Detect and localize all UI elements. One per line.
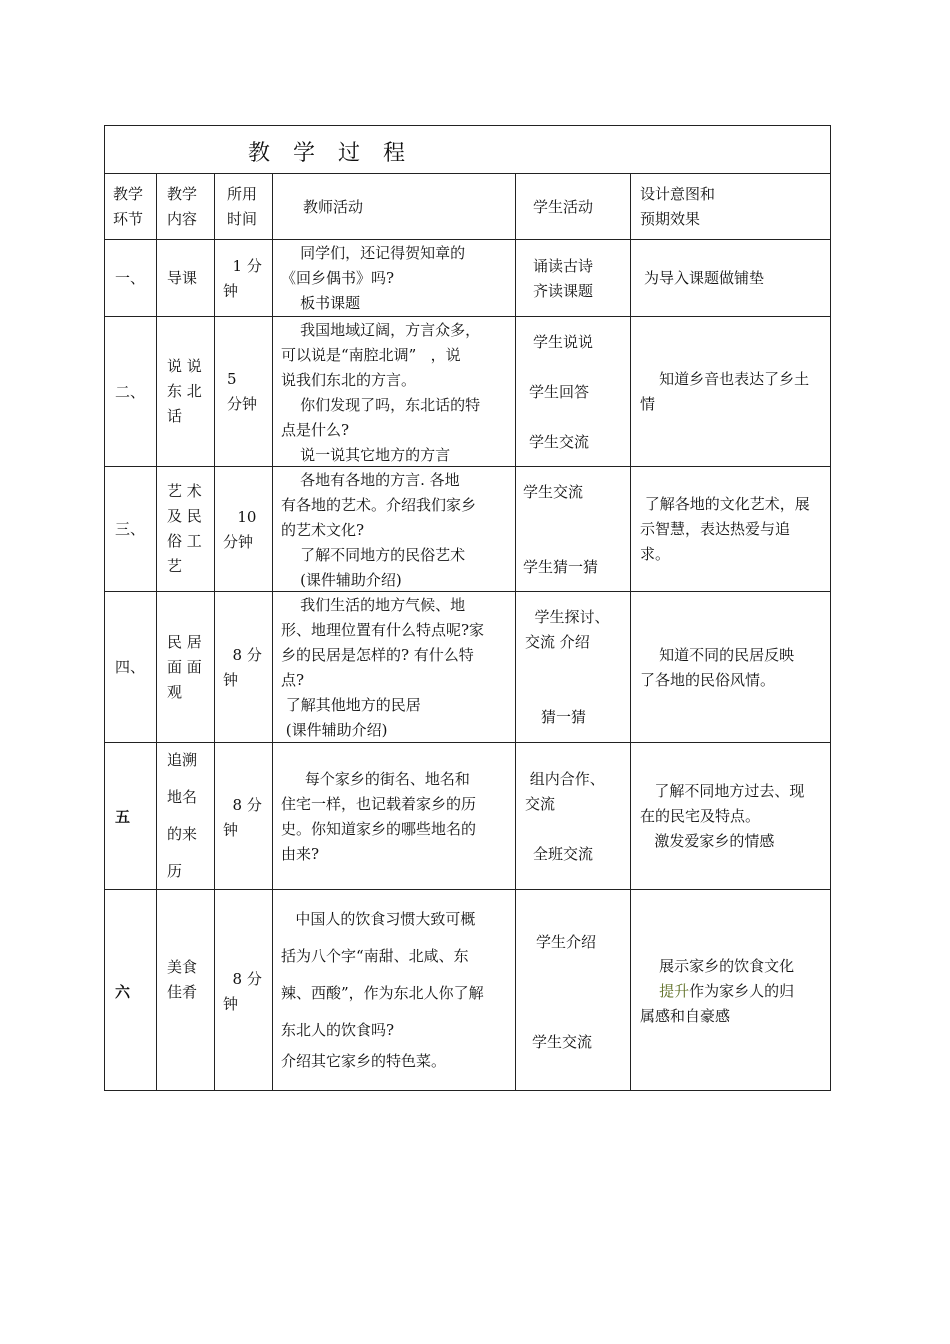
cell-line: 东北人的饮食吗? [281, 1021, 395, 1039]
row2-time [227, 367, 257, 417]
highlight-text: 提升 [659, 982, 690, 1000]
cell-line: 的来 [167, 825, 198, 843]
row3-content [167, 479, 202, 579]
row1-design: 为导入课题做铺垫 [644, 269, 765, 287]
cell-line: 有各地的艺术。介绍我们家乡 [281, 496, 477, 514]
cell-line: 激发爱家乡的情感 [640, 832, 775, 850]
cell-line: 及 民 [167, 507, 202, 525]
header-text: 预期效果 [640, 210, 701, 228]
cell-line: 了解不同地方过去、现 [640, 782, 805, 800]
row2-teacher [281, 318, 480, 468]
row5-student-1 [525, 767, 605, 817]
cell-line-rest: 作为家乡人的归 [689, 982, 795, 1000]
header-text: 教学 [167, 185, 198, 203]
row4-student-2: 猜一猜 [541, 708, 587, 726]
cell-line: 我们生活的地方气候、地 [281, 596, 466, 614]
cell-line: 同学们，还记得贺知章的 [281, 244, 466, 262]
row4-content [167, 630, 202, 705]
header-design [640, 182, 715, 232]
cell-line: 钟 [223, 671, 239, 689]
cell-line: 在的民宅及特点。 [640, 807, 761, 825]
row4-student-1 [525, 605, 610, 655]
row5-student-2: 全班交流 [533, 845, 594, 863]
cell-line: 民 居 [167, 633, 202, 651]
row1-student [533, 254, 593, 304]
header-segment [113, 182, 143, 232]
cell-line: 中国人的饮食习惯大致可概 [281, 910, 476, 928]
cell-line: 点? [281, 671, 305, 689]
cell-line: 1 分 [223, 257, 262, 275]
cell-line: 展示家乡的饮食文化 [640, 957, 795, 975]
cell-line: 分钟 [227, 395, 258, 413]
header-time [227, 182, 257, 232]
cell-line: 可以说是“南腔北调” ，说 [281, 346, 461, 364]
header-text: 时间 [227, 210, 258, 228]
cell-line: 美食 [167, 958, 198, 976]
row6-segment: 六 [115, 983, 131, 1001]
row5-teacher [281, 767, 476, 867]
cell-line: 追溯 [167, 751, 198, 769]
rule [515, 173, 516, 1090]
row5-content [167, 742, 197, 890]
cell-line: 地名 [167, 788, 198, 806]
cell-line: 分钟 [223, 533, 254, 551]
header-text: 设计意图和 [640, 185, 716, 203]
row1-time [223, 254, 262, 304]
cell-line: 艺 [167, 557, 183, 575]
cell-line: 组内合作、 [525, 770, 605, 788]
cell-line: 佳肴 [167, 983, 198, 1001]
row3-design [640, 492, 810, 567]
cell-line: 俗 工 [167, 532, 202, 550]
cell-line: (课件辅助介绍) [281, 721, 388, 739]
header-text: 环节 [113, 210, 144, 228]
teaching-process-table [104, 125, 831, 1091]
cell-line: 求。 [640, 545, 671, 563]
row2-segment: 二、 [115, 383, 146, 401]
cell-line: 钟 [223, 282, 239, 300]
row6-student-1: 学生介绍 [536, 933, 597, 951]
cell-line: 钟 [223, 821, 239, 839]
row3-student-2: 学生猜一猜 [523, 558, 599, 576]
cell-line: 史。你知道家乡的哪些地名的 [281, 820, 477, 838]
table-title: 教 学 过 程 [248, 141, 413, 166]
cell-line: 了解不同地方的民俗艺术 [281, 546, 466, 564]
row2-student-3: 学生交流 [529, 433, 590, 451]
row4-segment: 四、 [115, 658, 146, 676]
header-text: 内容 [167, 210, 198, 228]
row2-design [640, 367, 809, 417]
row1-content: 导课 [167, 269, 198, 287]
row1-segment: 一、 [115, 269, 146, 287]
cell-line: 每个家乡的街名、地名和 [281, 770, 470, 788]
cell-line: 我国地域辽阔，方言众多， [281, 321, 481, 339]
cell-line: 诵读古诗 [533, 257, 594, 275]
row5-segment: 五 [115, 808, 131, 826]
cell-line: 学生探讨、 [525, 608, 610, 626]
cell-line: 示智慧，表达热爱与追 [640, 520, 791, 538]
cell-line: 交流 介绍 [525, 633, 590, 651]
row3-segment: 三、 [115, 520, 146, 538]
header-text: 所用 [227, 185, 258, 203]
cell-line [640, 979, 794, 1004]
rule [214, 173, 215, 1090]
row6-content [167, 955, 197, 1005]
cell-line: 说一说其它地方的方言 [281, 446, 451, 464]
cell-line: 观 [167, 683, 183, 701]
cell-line: 8 分 [223, 970, 262, 988]
header-text: 教学 [113, 185, 144, 203]
row1-teacher [281, 241, 465, 316]
cell-line: 8 分 [223, 646, 262, 664]
row4-teacher [281, 593, 484, 743]
cell-line: 说我们东北的方言。 [281, 371, 417, 389]
cell-line: 点是什么? [281, 421, 350, 439]
row6-design [640, 954, 794, 1029]
cell-line: 板书课题 [281, 294, 361, 312]
cell-line: 话 [167, 407, 183, 425]
cell-line: 10 [223, 508, 257, 526]
cell-line: 的艺术文化? [281, 521, 365, 539]
row3-teacher [281, 468, 476, 593]
row5-design [640, 779, 804, 854]
cell-line: 5 [227, 370, 237, 388]
cell-line: 由来? [281, 845, 320, 863]
rule [156, 173, 157, 1090]
row6-time [223, 967, 262, 1017]
rule [272, 173, 273, 1090]
cell-line: 了各地的民俗风情。 [640, 671, 776, 689]
row3-time [223, 505, 256, 555]
cell-line: 知道乡音也表达了乡土 [640, 370, 810, 388]
cell-line: 《回乡偶书》吗? [281, 269, 395, 287]
cell-line: 钟 [223, 995, 239, 1013]
cell-line: 齐读课题 [533, 282, 594, 300]
row2-student-2: 学生回答 [529, 383, 590, 401]
cell-line: 你们发现了吗，东北话的特 [281, 396, 481, 414]
cell-line: 东 北 [167, 382, 202, 400]
row2-content [167, 354, 202, 429]
cell-line: 形、地理位置有什么特点呢?家 [281, 621, 485, 639]
cell-line: 乡的民居是怎样的? 有什么特 [281, 646, 474, 664]
cell-line: 面 面 [167, 658, 202, 676]
row4-design [640, 643, 794, 693]
cell-line: 各地有各地的方言. 各地 [281, 471, 460, 489]
header-student: 学生活动 [533, 198, 594, 216]
cell-line: 属感和自豪感 [640, 1007, 731, 1025]
cell-line: 住宅一样，也记载着家乡的历 [281, 795, 477, 813]
cell-line: 情 [640, 395, 656, 413]
rule [630, 173, 631, 1090]
cell-line: 了解各地的文化艺术，展 [640, 495, 810, 513]
cell-line: 了解其他地方的民居 [281, 696, 421, 714]
row6-student-2: 学生交流 [532, 1033, 593, 1051]
cell-line: 8 分 [223, 796, 262, 814]
cell-line: 交流 [525, 795, 556, 813]
cell-line: (课件辅助介绍) [281, 571, 402, 589]
cell-line: 括为八个字“南甜、北咸、东 [281, 947, 469, 965]
header-content [167, 182, 197, 232]
row6-teacher [281, 901, 484, 1074]
row4-time [223, 643, 262, 693]
cell-line: 介绍其它家乡的特色菜。 [281, 1052, 447, 1070]
cell-line: 历 [167, 862, 183, 880]
row3-student-1: 学生交流 [523, 483, 584, 501]
header-teacher: 教师活动 [303, 198, 364, 216]
row5-time [223, 793, 262, 843]
cell-line: 辣、西酸”，作为东北人你了解 [281, 984, 484, 1002]
cell-line: 说 说 [167, 357, 202, 375]
cell-line: 知道不同的民居反映 [640, 646, 795, 664]
row2-student-1: 学生说说 [533, 333, 594, 351]
cell-line: 艺 术 [167, 482, 202, 500]
